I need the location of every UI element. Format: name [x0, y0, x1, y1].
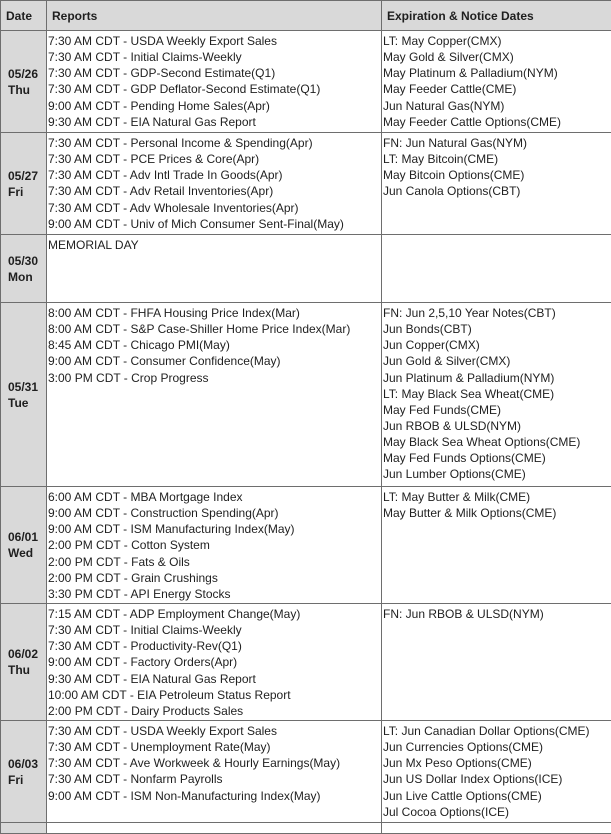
table-row — [1, 487, 611, 604]
reports-cell — [47, 133, 382, 235]
report-item: MEMORIAL DAY — [48, 237, 381, 253]
table-row — [1, 604, 611, 721]
report-item: 7:30 AM CDT - USDA Weekly Export Sales — [48, 723, 381, 739]
expiration-item: Jun Currencies Options(CME) — [383, 739, 611, 755]
expiration-item: Jun RBOB & ULSD(NYM) — [383, 418, 611, 434]
date-value: 06/01 — [8, 529, 46, 545]
report-item: 9:00 AM CDT - Pending Home Sales(Apr) — [48, 98, 381, 114]
expirations-cell — [382, 721, 611, 823]
date-cell — [1, 487, 47, 604]
report-item: 7:30 AM CDT - Productivity-Rev(Q1) — [48, 638, 381, 654]
header-row — [1, 1, 611, 31]
expiration-item: LT: May Bitcoin(CME) — [383, 151, 611, 167]
expirations-cell — [382, 31, 611, 133]
table-row — [1, 133, 611, 235]
report-item: 9:00 AM CDT - Univ of Mich Consumer Sent-Final(May) — [48, 216, 381, 232]
date-cell — [1, 303, 47, 487]
report-item: 3:30 PM CDT - API Energy Stocks — [48, 586, 381, 602]
report-item: 7:30 AM CDT - Adv Intl Trade In Goods(Apr) — [48, 167, 381, 183]
date-cell — [1, 235, 47, 303]
day-value: Fri — [8, 184, 46, 200]
report-item: 8:45 AM CDT - Chicago PMI(May) — [48, 337, 381, 353]
expirations-cell — [382, 487, 611, 604]
expiration-item: FN: Jun RBOB & ULSD(NYM) — [383, 606, 611, 622]
report-item: 9:30 AM CDT - EIA Natural Gas Report — [48, 671, 381, 687]
expiration-item: Jun Natural Gas(NYM) — [383, 98, 611, 114]
report-item: 7:30 AM CDT - Adv Retail Inventories(Apr) — [48, 183, 381, 199]
expiration-item: May Black Sea Wheat Options(CME) — [383, 434, 611, 450]
reports-cell — [47, 303, 382, 487]
expiration-item: Jun Live Cattle Options(CME) — [383, 788, 611, 804]
report-item: 9:00 AM CDT - Construction Spending(Apr) — [48, 505, 381, 521]
date-value: 05/30 — [8, 253, 46, 269]
reports-cell — [47, 604, 382, 721]
expirations-cell — [382, 303, 611, 487]
header-reports: Reports — [47, 1, 382, 31]
expiration-item: Jul Cocoa Options(ICE) — [383, 804, 611, 820]
expirations-cell — [382, 133, 611, 235]
expiration-item: FN: Jun Natural Gas(NYM) — [383, 135, 611, 151]
date-cell — [1, 823, 47, 834]
expiration-item: Jun Canola Options(CBT) — [383, 183, 611, 199]
expiration-item: May Bitcoin Options(CME) — [383, 167, 611, 183]
expiration-item: LT: Jun Canadian Dollar Options(CME) — [383, 723, 611, 739]
reports-cell — [47, 487, 382, 604]
report-item: 9:30 AM CDT - EIA Natural Gas Report — [48, 114, 381, 130]
report-item: 2:00 PM CDT - Fats & Oils — [48, 554, 381, 570]
header-date: Date — [1, 1, 47, 31]
report-item: 7:30 AM CDT - Nonfarm Payrolls — [48, 771, 381, 787]
date-value: 05/27 — [8, 168, 46, 184]
report-item: 7:15 AM CDT - ADP Employment Change(May) — [48, 606, 381, 622]
expiration-item: Jun Platinum & Palladium(NYM) — [383, 370, 611, 386]
table-row — [1, 823, 611, 834]
expiration-item: FN: Jun 2,5,10 Year Notes(CBT) — [383, 305, 611, 321]
expiration-item: Jun Copper(CMX) — [383, 337, 611, 353]
report-item: 3:00 PM CDT - Crop Progress — [48, 370, 381, 386]
expiration-item: May Butter & Milk Options(CME) — [383, 505, 611, 521]
reports-cell — [47, 235, 382, 303]
report-item: 7:30 AM CDT - PCE Prices & Core(Apr) — [48, 151, 381, 167]
table-row — [1, 235, 611, 303]
expiration-item: LT: May Black Sea Wheat(CME) — [383, 386, 611, 402]
expiration-item: LT: May Copper(CMX) — [383, 33, 611, 49]
expirations-cell — [382, 823, 611, 834]
expiration-item: May Fed Funds Options(CME) — [383, 450, 611, 466]
date-cell — [1, 31, 47, 133]
day-value: Tue — [8, 395, 46, 411]
report-item: 8:00 AM CDT - FHFA Housing Price Index(Mar) — [48, 305, 381, 321]
report-item: 7:30 AM CDT - Personal Income & Spending(Apr) — [48, 135, 381, 151]
report-item: 7:30 AM CDT - Unemployment Rate(May) — [48, 739, 381, 755]
report-item: 9:00 AM CDT - ISM Non-Manufacturing Index(May) — [48, 788, 381, 804]
day-value: Fri — [8, 772, 46, 788]
day-value: Wed — [8, 545, 46, 561]
reports-cell — [47, 721, 382, 823]
table-row — [1, 721, 611, 823]
report-item: 7:30 AM CDT - Adv Wholesale Inventories(Apr) — [48, 200, 381, 216]
expiration-item: Jun Mx Peso Options(CME) — [383, 755, 611, 771]
date-value: 05/31 — [8, 379, 46, 395]
report-item: 7:30 AM CDT - Initial Claims-Weekly — [48, 49, 381, 65]
report-item: 2:00 PM CDT - Dairy Products Sales — [48, 703, 381, 719]
expiration-item: LT: May Butter & Milk(CME) — [383, 489, 611, 505]
date-cell — [1, 721, 47, 823]
report-item: 7:30 AM CDT - GDP Deflator-Second Estimate(Q1) — [48, 81, 381, 97]
reports-cell — [47, 823, 382, 834]
report-item: 7:30 AM CDT - USDA Weekly Export Sales — [48, 33, 381, 49]
day-value: Mon — [8, 269, 46, 285]
expiration-item: May Feeder Cattle Options(CME) — [383, 114, 611, 130]
report-item: 7:30 AM CDT - Initial Claims-Weekly — [48, 622, 381, 638]
expiration-item: May Feeder Cattle(CME) — [383, 81, 611, 97]
expiration-item: Jun Gold & Silver(CMX) — [383, 353, 611, 369]
date-value: 06/03 — [8, 756, 46, 772]
report-item: 9:00 AM CDT - ISM Manufacturing Index(May) — [48, 521, 381, 537]
expiration-item: Jun Lumber Options(CME) — [383, 466, 611, 482]
report-item: 10:00 AM CDT - EIA Petroleum Status Report — [48, 687, 381, 703]
report-item: 2:00 PM CDT - Cotton System — [48, 537, 381, 553]
date-value: 06/02 — [8, 646, 46, 662]
report-item: 9:00 AM CDT - Factory Orders(Apr) — [48, 654, 381, 670]
reports-cell — [47, 31, 382, 133]
expiration-item: Jun US Dollar Index Options(ICE) — [383, 771, 611, 787]
report-item: 8:00 AM CDT - S&P Case-Shiller Home Price Index(Mar) — [48, 321, 381, 337]
header-expiration: Expiration & Notice Dates — [382, 1, 611, 31]
expiration-item: May Platinum & Palladium(NYM) — [383, 65, 611, 81]
date-cell — [1, 604, 47, 721]
table-row — [1, 303, 611, 487]
date-value: 05/26 — [8, 66, 46, 82]
expirations-cell — [382, 604, 611, 721]
day-value: Thu — [8, 662, 46, 678]
report-item: 2:00 PM CDT - Grain Crushings — [48, 570, 381, 586]
report-item: 7:30 AM CDT - GDP-Second Estimate(Q1) — [48, 65, 381, 81]
expirations-cell — [382, 235, 611, 303]
report-item: 7:30 AM CDT - Ave Workweek & Hourly Earnings(May) — [48, 755, 381, 771]
expiration-item: Jun Bonds(CBT) — [383, 321, 611, 337]
day-value: Thu — [8, 82, 46, 98]
date-cell — [1, 133, 47, 235]
report-item: 9:00 AM CDT - Consumer Confidence(May) — [48, 353, 381, 369]
expiration-item: May Gold & Silver(CMX) — [383, 49, 611, 65]
report-item: 6:00 AM CDT - MBA Mortgage Index — [48, 489, 381, 505]
table-row — [1, 31, 611, 133]
expiration-item: May Fed Funds(CME) — [383, 402, 611, 418]
